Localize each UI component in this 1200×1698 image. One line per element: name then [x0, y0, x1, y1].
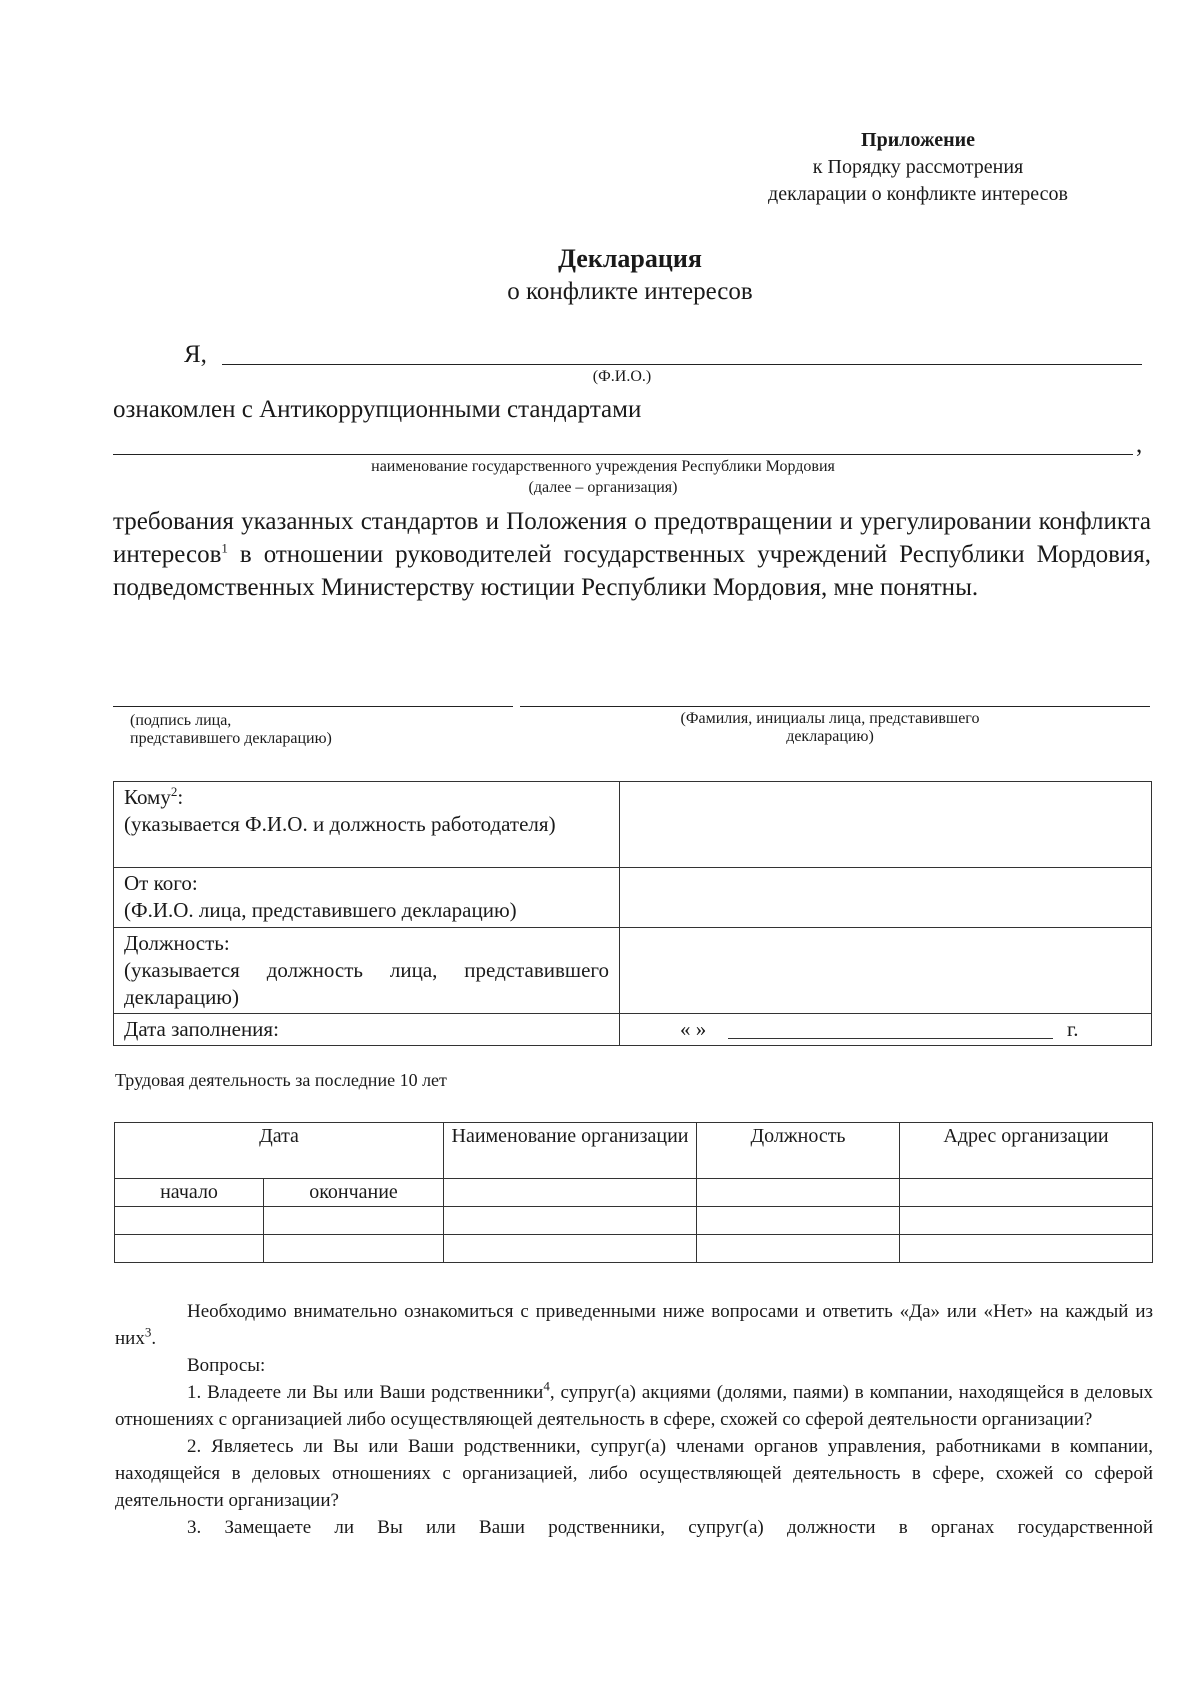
statement-paragraph	[113, 505, 1151, 604]
table-row	[115, 1179, 1153, 1207]
to-input[interactable]	[620, 782, 1152, 868]
table-row	[114, 782, 1152, 868]
footnote-1: 1	[221, 540, 228, 556]
work-cell[interactable]	[115, 1207, 264, 1235]
document-title	[0, 242, 1200, 308]
work-history-label: Трудовая деятельность за последние 10 лет	[115, 1070, 447, 1090]
name-initials-line[interactable]	[520, 706, 1150, 707]
col-address-header: Адрес организации	[900, 1123, 1153, 1179]
from-hint: (Ф.И.О. лица, представившего декларацию)	[124, 898, 517, 922]
position-hint: (указывается должность лица, представившего декларацию)	[124, 958, 609, 1009]
work-cell[interactable]	[444, 1235, 697, 1263]
organization-caption-2: (далее – организация)	[528, 479, 678, 496]
organization-caption-1: наименование государственного учреждения Республики Мордовия	[371, 458, 835, 475]
work-cell[interactable]	[697, 1179, 900, 1207]
fio-input-line[interactable]	[222, 364, 1142, 365]
work-cell[interactable]	[900, 1179, 1153, 1207]
signature-caption	[130, 712, 332, 748]
col-date-header: Дата	[115, 1123, 444, 1179]
fio-caption: (Ф.И.О.)	[592, 368, 652, 385]
appendix-header	[768, 127, 1068, 208]
appendix-line-2: декларации о конфликте интересов	[768, 183, 1068, 205]
signature-line[interactable]	[113, 706, 513, 707]
work-cell[interactable]	[115, 1235, 264, 1263]
statement-part-1: требования указанных стандартов и Положения о предотвращении и урегулировании конфликта интересов	[113, 508, 1151, 568]
sub-start-header: начало	[115, 1179, 264, 1207]
date-input[interactable]	[620, 1014, 1152, 1046]
table-row	[115, 1123, 1153, 1179]
work-cell[interactable]	[697, 1235, 900, 1263]
to-hint: (указывается Ф.И.О. и должность работодателя)	[124, 812, 556, 836]
sub-end-header: окончание	[264, 1179, 444, 1207]
date-underline	[728, 1038, 1053, 1039]
footnote-3: 3	[144, 1324, 152, 1340]
table-row	[115, 1207, 1153, 1235]
from-input[interactable]	[620, 868, 1152, 928]
signature-caption-2: представившего декларацию)	[130, 730, 332, 747]
date-label-cell	[114, 1014, 620, 1046]
questions-label: Вопросы:	[187, 1355, 266, 1376]
position-input[interactable]	[620, 928, 1152, 1014]
appendix-title: Приложение	[861, 129, 975, 151]
position-cell	[114, 928, 620, 1014]
title-main: Декларация	[558, 244, 702, 273]
col-org-header: Наименование организации	[444, 1123, 697, 1179]
from-label: От кого:	[124, 871, 198, 895]
table-row	[114, 1014, 1152, 1046]
appendix-line-1: к Порядку рассмотрения	[812, 156, 1024, 178]
to-colon: :	[177, 785, 184, 809]
instructions-intro	[115, 1298, 1153, 1352]
work-cell[interactable]	[264, 1207, 444, 1235]
name-initials-caption	[600, 710, 1060, 746]
intro-text: Необходимо внимательно ознакомиться с приведенными ниже вопросами и ответить «Да» или «Нет» на каждый из них	[115, 1301, 1153, 1349]
statement-part-2: в отношении руководителей государственных учреждений Республики Мордовия, подведомственных Министерству юстиции Республики Мордовия, мне понятны.	[113, 541, 1151, 601]
declarant-prefix: Я,	[184, 341, 207, 368]
table-row	[114, 928, 1152, 1014]
declaration-info-table	[113, 781, 1152, 1046]
footnote-2: 2	[170, 784, 178, 799]
table-row	[114, 868, 1152, 928]
question-1-part-b: , супруг(а) акциями (долями, паями) в компании, находящейся в деловых отношениях с организацией либо осуществляющей деятельность в сфере, схожей со сферой деятельности организации?	[115, 1382, 1154, 1430]
to-label: Кому	[124, 785, 171, 809]
organization-comma: ,	[1136, 431, 1143, 458]
work-cell[interactable]	[444, 1207, 697, 1235]
title-sub: о конфликте интересов	[507, 278, 753, 305]
date-year-suffix: г.	[1067, 1017, 1079, 1041]
acquainted-text: ознакомлен с Антикоррупционными стандартами	[113, 396, 642, 423]
questions-section	[115, 1298, 1153, 1541]
footnote-4: 4	[543, 1378, 550, 1394]
name-initials-caption-1: (Фамилия, инициалы лица, представившего	[680, 710, 980, 727]
name-initials-caption-2: декларацию)	[786, 728, 874, 745]
work-history-table	[114, 1122, 1153, 1263]
work-cell[interactable]	[900, 1235, 1153, 1263]
table-row	[115, 1235, 1153, 1263]
work-cell[interactable]	[444, 1179, 697, 1207]
question-3: 3. Замещаете ли Вы или Ваши родственники, супруг(а) должности в органах государственной	[187, 1517, 1153, 1538]
col-position-header: Должность	[697, 1123, 900, 1179]
question-1	[115, 1379, 1153, 1433]
to-cell	[114, 782, 620, 868]
question-2: 2. Являетесь ли Вы или Ваши родственники, супруг(а) членами органов управления, работниками в компании, находящейся в деловых отношениях с организацией, либо осуществляющей деятельность в сфере, схожей со сферой деятельности организации?	[115, 1436, 1153, 1511]
from-cell	[114, 868, 620, 928]
work-cell[interactable]	[264, 1235, 444, 1263]
intro-end: .	[151, 1328, 157, 1349]
date-label: Дата заполнения:	[124, 1017, 279, 1041]
date-quotes: « »	[680, 1017, 707, 1041]
work-cell[interactable]	[697, 1207, 900, 1235]
question-1-part-a: 1. Владеете ли Вы или Ваши родственники	[187, 1382, 544, 1403]
signature-caption-1: (подпись лица,	[130, 712, 232, 729]
position-label: Должность:	[124, 931, 230, 955]
work-cell[interactable]	[900, 1207, 1153, 1235]
organization-input-line[interactable]	[113, 454, 1133, 455]
